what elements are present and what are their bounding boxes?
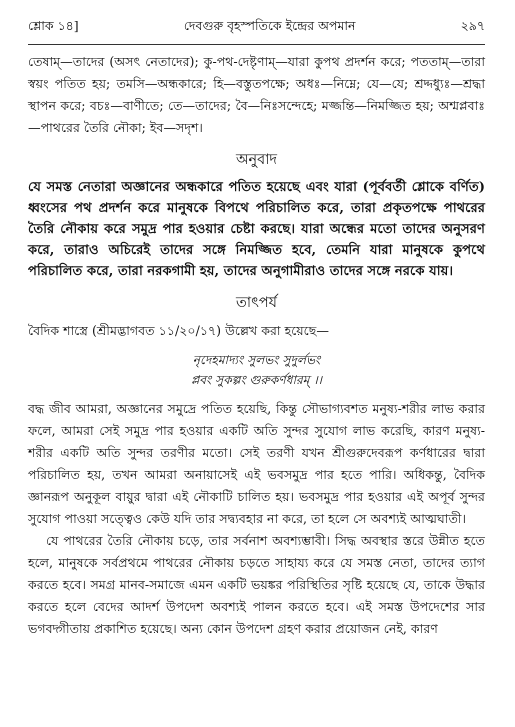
translation-paragraph: যে সমস্ত নেতারা অজ্ঞানের অন্ধকারে পতিত হয়েছে এবং যারা (পূর্ববর্তী শ্লোকে বর্ণিত) ধ্বংসের পথ প্রদর্শন করে মানুষকে বিপথে পরিচালিত করে, তারা প্রকৃতপক্ষে পাথরের তৈরি নৌকায় করে সমুদ্র পার হওয়ার চেষ্টা করছে। যারা অন্ধের মতো তাদের অনুসরণ করে, তারাও অচিরেই তাদের সঙ্গে নিমজ্জিত হবে, তেমনি যারা মানুষকে কুপথে পরিচালিত করে, তারা নরকগামী হয়, তাদের অনুগামীরাও তাদের সঙ্গে নরকে যায়। xyxy=(28,180,485,279)
translation-heading: অনুবাদ xyxy=(235,152,278,168)
header-divider xyxy=(28,44,485,45)
chapter-title: দেবগুরু বৃহস্পতিকে ইন্দ্রের অপমান xyxy=(183,18,356,33)
running-header xyxy=(28,18,485,38)
purport-paragraph-1: বদ্ধ জীব আমরা, অজ্ঞানের সমুদ্রে পতিত হয়েছি, কিন্তু সৌভাগ্যবশত মনুষ্য-শরীর লাভ করার ফলে, আমরা সেই সমুদ্র পার হওয়ার একটি অতি সুন্দর সুযোগ লাভ করেছি, কারণ মনুষ্য-শরীর একটি অতি সুন্দর তরণীর মতো। সেই তরণী যখন শ্রীগুরুদেবরূপ কর্ণধারের দ্বারা পরিচালিত হয়, তখন আমরা অনায়াসেই এই ভবসমুদ্র পার হতে পারি। অধিকন্তু, বৈদিক জ্ঞানরূপ অনুকূল বায়ুর দ্বারা এই নৌকাটি চালিত হয়। ভবসমুদ্র পার হওয়ার এই অপূর্ব সুন্দর সুযোগ পাওয়া সত্ত্বেও কেউ যদি তার সদ্ব্যবহার না করে, তা হলে সে অবশ্যই আত্মঘাতী। xyxy=(28,401,485,526)
purport-intro: বৈদিক শাস্ত্রে (শ্রীমদ্ভাগবত ১১/২০/১৭) উল্লেখ করা হয়েছে— xyxy=(28,323,329,338)
purport-paragraph-2: যে পাথরের তৈরি নৌকায় চড়ে, তার সর্বনাশ অবশ্যম্ভাবী। সিদ্ধ অবস্থার স্তরে উন্নীত হতে হলে, মানুষকে সর্বপ্রথমে পাথরের নৌকায় চড়তে সাহায্য করে যে সমস্ত নেতা, তাদের ত্যাগ করতে হবে। সমগ্র মানব-সমাজে এমন একটি ভয়ঙ্কর পরিস্থিতির সৃষ্টি হয়েছে যে, তাকে উদ্ধার করতে হলে বেদের আদর্শ উপদেশ অবশ্যই পালন করতে হবে। এই সমস্ত উপদেশের সার ভগবদ্গীতায় প্রকাশিত হয়েছে। অন্য কোন উপদেশ গ্রহণ করার প্রয়োজন নেই, কারণ xyxy=(28,533,485,636)
purport-heading: তাৎপর্য xyxy=(235,295,278,311)
page-number: ২৯৭ xyxy=(460,18,485,33)
verse-line-1: নৃদেহমাদ্যং সুলভং সুদুর্লভং xyxy=(192,353,321,367)
quoted-verse xyxy=(28,350,485,390)
verse-number: শ্লোক ১৪] xyxy=(28,18,79,33)
verse-line-2: প্লবং সুকল্পং গুরুকর্ণধারম্ ।। xyxy=(190,373,323,387)
synonyms-paragraph: তেষাম্—তাদের (অসৎ নেতাদের); কু-পথ-দেষ্টৃণাম্—যারা কুপথ প্রদর্শন করে; পততাম্—তারা স্বয়ং পতিত হয়; তমসি—অন্ধকারে; হি—বস্তুতপক্ষে; অধঃ—নিম্নে; যে—যে; শ্রদ্দধ্যুঃ—শ্রদ্ধা স্থাপন করে; বচঃ—বাণীতে; তে—তাদের; বৈ—নিঃসন্দেহে; মজ্জন্তি—নিমজ্জিত হয়; অশ্মপ্লবাঃ—পাথরের তৈরি নৌকা; ইব—সদৃশ। xyxy=(28,54,485,135)
